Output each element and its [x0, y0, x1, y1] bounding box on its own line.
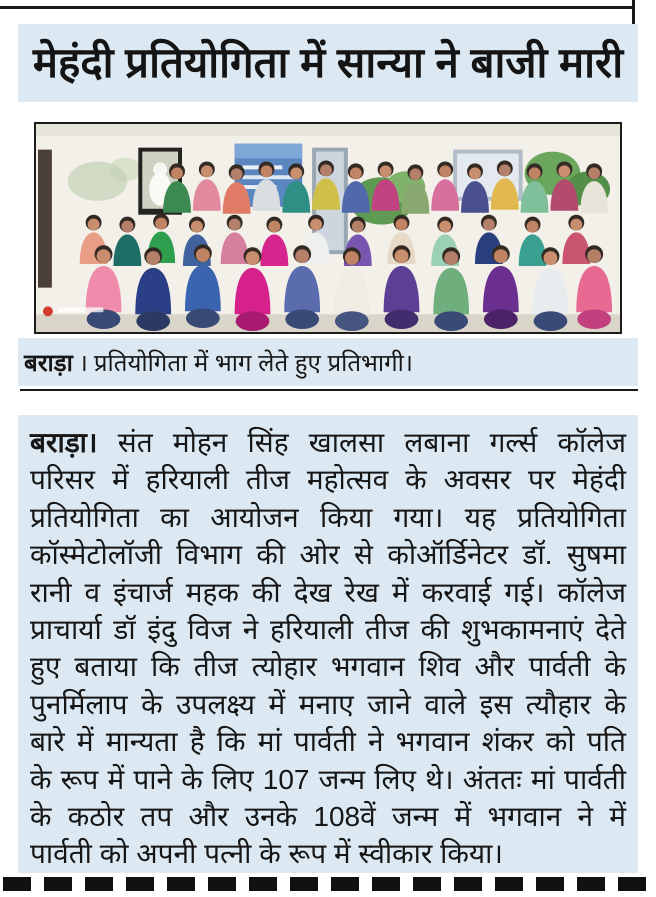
photo-caption: [18, 338, 638, 386]
body-line: प्रतियोगिता का आयोजन किया गया। यह प्रतियोगिता: [30, 501, 626, 533]
article-photo: [34, 122, 622, 334]
body-line: हुए बताया कि तीज त्योहार भगवान शिव और पार्वती के: [30, 651, 626, 683]
body-line: बारे में मान्यता है कि मां पार्वती ने भगवान शंकर को पति: [30, 726, 626, 758]
dateline: बराड़ा।: [30, 427, 98, 458]
caption-divider: [20, 389, 638, 391]
body-line: [30, 424, 626, 461]
bottom-dashed-rule: [3, 877, 648, 891]
article-body: [18, 415, 638, 873]
body-line: पार्वती को अपनी पत्नी के रूप में स्वीकार किया।: [30, 838, 503, 870]
body-line: प्राचार्या डॉ इंदु विज ने हरियाली तीज की शुभकामनाएं देते: [30, 614, 626, 646]
photo-illustration: [36, 124, 620, 332]
body-line: के रूप में पाने के लिए 107 जन्म लिए थे। अंततः मां पार्वती: [30, 763, 626, 795]
body-line: पुनर्मिलाप के उपलक्ष्य में मनाए जाने वाले इस त्यौहार के: [30, 688, 626, 720]
body-line: कॉस्मेटोलॉजी विभाग की ओर से कोऑर्डिनेटर डॉ. सुषमा: [30, 539, 626, 571]
body-line: रानी व इंचार्ज महक की देख रेख में करवाई गई। कॉलेज: [30, 576, 626, 608]
body-line: के कठोर तप और उनके 108वें जन्म में भगवान ने में: [30, 801, 626, 833]
caption-location: बराड़ा: [24, 349, 73, 377]
headline-text: मेहंदी प्रतियोगिता में सान्या ने बाजी मारी: [32, 39, 624, 86]
back-row: [163, 160, 608, 213]
body-text: संत मोहन सिंह खालसा लबाना गर्ल्स कॉलेज: [117, 427, 626, 458]
headline-band: [18, 24, 638, 102]
top-border-rule: [0, 6, 634, 9]
body-line: परिसर में हरियाली तीज महोत्सव के अवसर पर मेहंदी: [30, 464, 626, 496]
caption-text: प्रतियोगिता में भाग लेते हुए प्रतिभागी।: [93, 349, 413, 377]
photo-red-mark: [43, 306, 53, 316]
caption-separator: ।: [78, 349, 88, 377]
